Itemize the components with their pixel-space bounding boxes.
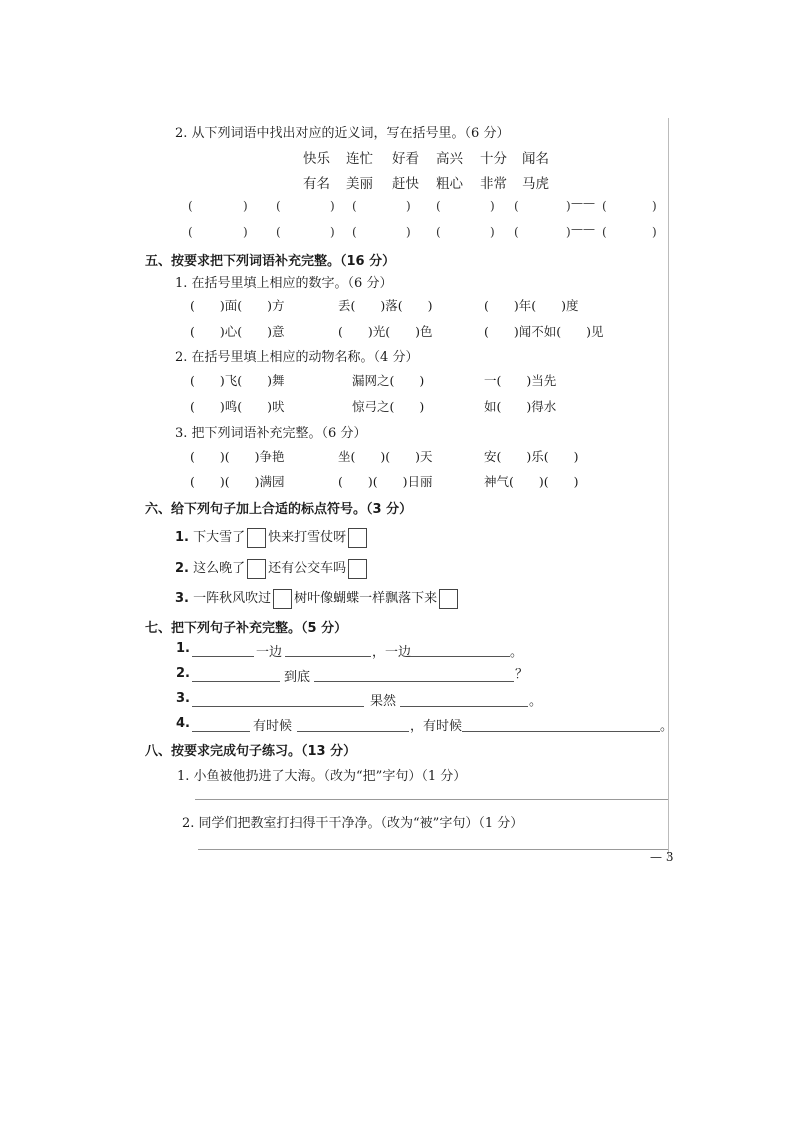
blank-item: 丢( )落( ) [338,298,433,313]
section-5-title: 五、按要求把下列词语补充完整。（16 分） [145,254,396,269]
sentence-part: 果然 [370,694,397,709]
answer-line[interactable] [192,731,250,732]
answer-line[interactable] [314,681,514,682]
answer-box[interactable] [247,559,266,579]
answer-line[interactable] [195,799,669,800]
sentence-part: 树叶像蝴蝶一样飘落下来 [294,591,438,606]
sentence-part: ，一边 [372,645,412,660]
answer-box[interactable] [247,528,266,548]
sentence-part: 一阵秋风吹过 [193,591,272,606]
sentence-part: ，有时候 [410,719,463,734]
answer-line[interactable] [462,731,660,732]
sentence-part: 有时候 [253,719,293,734]
answer-line[interactable] [198,849,668,850]
word: 非常 [480,176,507,192]
end-punct: 。 [510,645,524,660]
page-edge [668,118,669,858]
punctuation-item-3 [175,587,460,609]
sentence-part: 快来打雪仗呀 [268,530,347,545]
blank-item: ( )鸣( )吠 [190,399,285,414]
word: 好看 [392,151,419,167]
punctuation-item-1 [175,526,369,548]
word: 赶快 [392,176,419,192]
item-number: 3. [175,591,189,606]
dash: —— [571,222,595,236]
word: 连忙 [346,151,373,167]
blank-item: ( )年( )度 [484,298,579,313]
sentence-part: 下大雪了 [193,530,246,545]
word: 马虎 [522,176,549,192]
answer-line[interactable] [192,706,364,707]
blank-item: 坐( )( )天 [338,449,433,464]
blank-item: ( )( )日丽 [338,474,433,489]
word: 闻名 [522,151,549,167]
sec8-q2: 2. 同学们把教室打扫得干干净净。（改为“被”字句）（1 分） [182,816,524,831]
blank-item: ( )闻不如( )见 [484,324,604,339]
answer-line[interactable] [297,731,409,732]
answer-line[interactable] [400,706,528,707]
item-number: 1. [175,530,189,545]
end-punct: ？ [515,667,529,682]
blank-item: 如( )得水 [484,399,557,414]
blank-item: 漏网之( ) [352,373,425,388]
blank-item: ( )( )争艳 [190,449,285,464]
punctuation-item-2 [175,557,369,579]
dash: —— [571,196,595,210]
blank-item: ( )心( )意 [190,324,285,339]
word: 十分 [480,151,507,167]
sentence-part: 还有公交车吗 [268,561,347,576]
section-6-title: 六、给下列句子加上合适的标点符号。（3 分） [145,502,413,517]
answer-box[interactable] [348,559,367,579]
word: 高兴 [436,151,463,167]
blank-item: 安( )乐( ) [484,449,579,464]
blank-item: ( )面( )方 [190,298,285,313]
word: 有名 [303,176,330,192]
item-number: 2. [176,666,190,681]
blank-item: ( )( )满园 [190,474,285,489]
answer-line[interactable] [192,681,280,682]
answer-box[interactable] [273,589,292,609]
word: 快乐 [303,151,330,167]
word: 粗心 [436,176,463,192]
blank-item: ( )飞( )舞 [190,373,285,388]
answer-line[interactable] [410,656,510,657]
sec8-q1: 1. 小鱼被他扔进了大海。（改为“把”字句）（1 分） [177,769,467,784]
blank-item: 惊弓之( ) [352,399,425,414]
sentence-part: 一边 [256,645,283,660]
item-number: 3. [176,691,190,706]
sentence-part: 到底 [284,670,311,685]
page-number: — 3 [650,850,674,864]
blank-item: 一( )当先 [484,373,557,388]
answer-line[interactable] [192,656,254,657]
item-number: 4. [176,716,190,731]
end-punct: 。 [660,719,674,734]
sec5-q3-title: 3. 把下列词语补充完整。（6 分） [175,426,367,441]
q2-title: 2. 从下列词语中找出对应的近义词，写在括号里。（6 分） [175,126,510,141]
answer-line[interactable] [285,656,371,657]
answer-box[interactable] [348,528,367,548]
answer-box[interactable] [439,589,458,609]
blank-item: ( )光( )色 [338,324,433,339]
sec5-q1-title: 1. 在括号里填上相应的数字。（6 分） [175,276,393,291]
section-8-title: 八、按要求完成句子练习。（13 分） [145,744,357,759]
word: 美丽 [346,176,373,192]
end-punct: 。 [529,694,543,709]
blank-item: 神气( )( ) [484,474,579,489]
section-7-title: 七、把下列句子补充完整。（5 分） [145,621,348,636]
sentence-part: 这么晚了 [193,561,246,576]
item-number: 2. [175,561,189,576]
sec5-q2-title: 2. 在括号里填上相应的动物名称。（4 分） [175,350,419,365]
item-number: 1. [176,641,190,656]
